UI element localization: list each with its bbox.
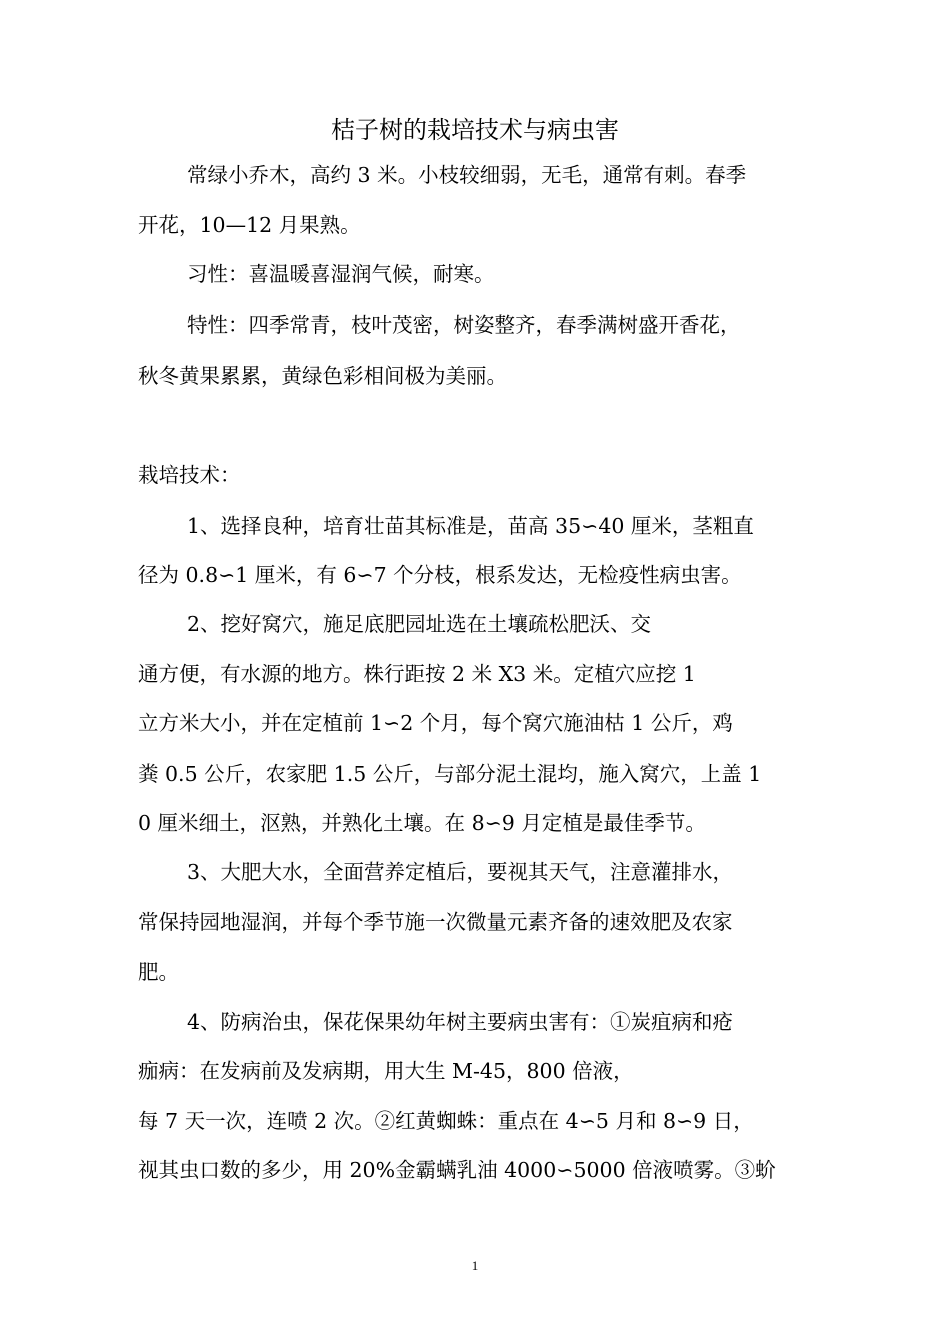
paragraph-line: 痂病：在发病前及发病期，用大生 M-45，800 倍液， [138,1059,634,1083]
paragraph-line: 开花，10—12 月果熟。 [138,213,361,237]
document-title: 桔子树的栽培技术与病虫害 [331,116,619,144]
paragraph-line: 径为 0.8∽1 厘米，有 6∽7 个分枝，根系发达，无检疫性病虫害。 [138,563,742,587]
paragraph-line: 习性：喜温暖喜湿润气候，耐寒。 [187,262,495,286]
paragraph-line: 立方米大小，并在定植前 1∽2 个月，每个窝穴施油枯 1 公斤，鸡 [138,711,733,735]
paragraph-line: 肥。 [138,960,179,984]
paragraph-line: 0 厘米细土，沤熟，并熟化土壤。在 8∽9 月定植是最佳季节。 [138,811,706,835]
paragraph-line: 粪 0.5 公斤，农家肥 1.5 公斤，与部分泥土混均，施入窝穴，上盖 1 [138,762,762,786]
paragraph-line: 4、防病治虫，保花保果幼年树主要病虫害有：①炭疽病和疮 [187,1010,734,1034]
paragraph-line: 1、选择良种，培育壮苗其标准是，苗高 35∽40 厘米，茎粗直 [187,514,754,538]
paragraph-line: 视其虫口数的多少，用 20%金霸螨乳油 4000∽5000 倍液喷雾。③蚧 [138,1158,776,1182]
paragraph-line: 3、大肥大水，全面营养定植后，要视其天气，注意灌排水， [187,860,734,884]
paragraph-line: 秋冬黄果累累，黄绿色彩相间极为美丽。 [138,364,507,388]
paragraph-line: 特性：四季常青，枝叶茂密，树姿整齐，春季满树盛开香花， [187,313,741,337]
paragraph-line: 2、挖好窝穴，施足底肥园址选在土壤疏松肥沃、交 [187,612,652,636]
paragraph-line: 通方便，有水源的地方。株行距按 2 米 X3 米。定植穴应挖 1 [138,662,696,686]
section-heading: 栽培技术： [138,463,241,487]
paragraph-line: 常绿小乔木，高约 3 米。小枝较细弱，无毛，通常有刺。春季 [187,163,747,187]
page-number: 1 [471,1258,479,1273]
paragraph-line: 每 7 天一次，连喷 2 次。②红黄蜘蛛：重点在 4∽5 月和 8∽9 日， [138,1109,754,1133]
paragraph-line: 常保持园地湿润，并每个季节施一次微量元素齐备的速效肥及农家 [138,910,733,934]
